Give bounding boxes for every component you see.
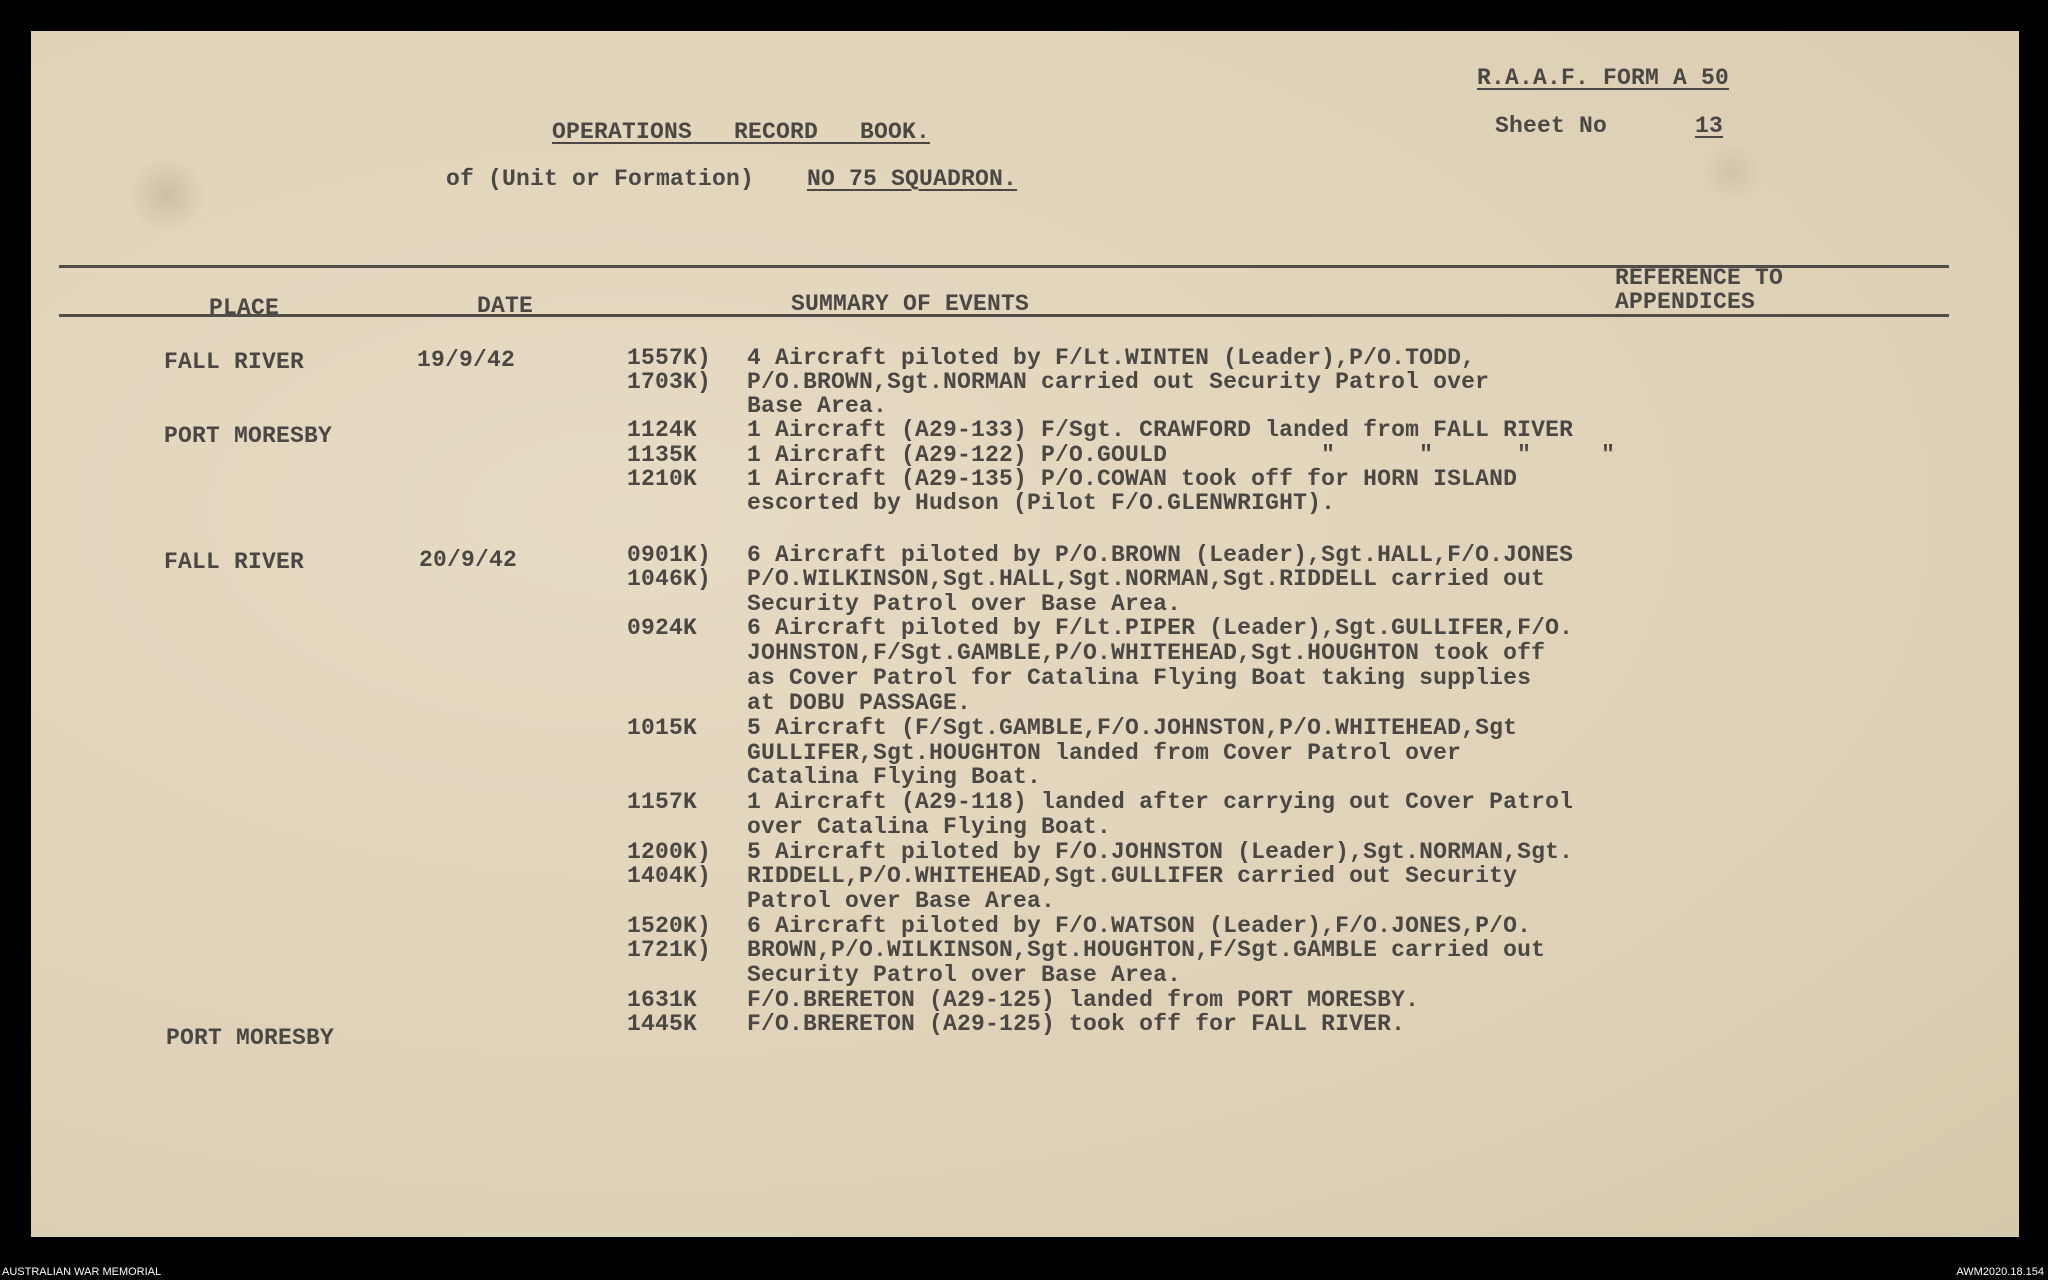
summary-line: RIDDELL,P/O.WHITEHEAD,Sgt.GULLIFER carried out Security (747, 863, 1518, 889)
summary-line: as Cover Patrol for Catalina Flying Boat taking supplies (747, 665, 1532, 691)
summary-line: 1 Aircraft (A29-122) P/O.GOULD " " " " (747, 442, 1616, 468)
summary-line: Patrol over Base Area. (747, 888, 1056, 914)
summary-line: escorted by Hudson (Pilot F/O.GLENWRIGHT). (747, 490, 1336, 516)
place-entry: PORT MORESBY (166, 1025, 335, 1051)
summary-line: Base Area. (747, 393, 888, 419)
summary-line: 6 Aircraft piloted by P/O.BROWN (Leader),Sgt.HALL,F/O.JONES (747, 542, 1574, 568)
summary-line: BROWN,P/O.WILKINSON,Sgt.HOUGHTON,F/Sgt.GAMBLE carried out (747, 937, 1546, 963)
paper-stain (127, 155, 207, 235)
time-entry: 1445K (627, 1011, 698, 1037)
archive-reference: AWM2020.18.154 (1956, 1266, 2044, 1278)
unit-name: NO 75 SQUADRON. (807, 166, 1018, 192)
summary-line: at DOBU PASSAGE. (747, 690, 972, 716)
time-entry: 0924K (627, 615, 698, 641)
time-entry: 1210K (627, 466, 698, 492)
record-sheet (31, 31, 2019, 1237)
summary-line: Catalina Flying Boat. (747, 764, 1042, 790)
unit-label: of (Unit or Formation) (446, 166, 755, 192)
time-entry: 1520K) (627, 913, 712, 939)
form-number: R.A.A.F. FORM A 50 (1477, 65, 1730, 91)
document-title: OPERATIONS RECORD BOOK. (552, 119, 931, 145)
time-entry: 1015K (627, 715, 698, 741)
time-entry: 1703K) (627, 369, 712, 395)
summary-line: 1 Aircraft (A29-118) landed after carrying out Cover Patrol (747, 789, 1574, 815)
summary-line: 6 Aircraft piloted by F/Lt.PIPER (Leader),Sgt.GULLIFER,F/O. (747, 615, 1574, 641)
summary-line: 1 Aircraft (A29-133) F/Sgt. CRAWFORD landed from FALL RIVER (747, 417, 1574, 443)
place-entry: PORT MORESBY (164, 423, 333, 449)
time-entry: 1721K) (627, 937, 712, 963)
sheet-label: Sheet No (1495, 113, 1608, 139)
column-reference: REFERENCE TO (1615, 265, 1784, 291)
paper-stain (1703, 141, 1763, 201)
date-entry: 19/9/42 (417, 347, 516, 373)
time-entry: 1124K (627, 417, 698, 443)
summary-line: Security Patrol over Base Area. (747, 962, 1182, 988)
summary-line: over Catalina Flying Boat. (747, 814, 1112, 840)
summary-line: F/O.BRERETON (A29-125) took off for FALL RIVER. (747, 1011, 1406, 1037)
summary-line: F/O.BRERETON (A29-125) landed from PORT MORESBY. (747, 987, 1420, 1013)
place-entry: FALL RIVER (164, 349, 305, 375)
time-entry: 1557K) (627, 345, 712, 371)
date-entry: 20/9/42 (419, 547, 518, 573)
column-appendices: APPENDICES (1615, 289, 1756, 315)
summary-line: P/O.WILKINSON,Sgt.HALL,Sgt.NORMAN,Sgt.RIDDELL carried out (747, 566, 1546, 592)
summary-line: 1 Aircraft (A29-135) P/O.COWAN took off for HORN ISLAND (747, 466, 1518, 492)
column-summary: SUMMARY OF EVENTS (791, 291, 1030, 317)
time-entry: 1631K (627, 987, 698, 1013)
summary-line: 4 Aircraft piloted by F/Lt.WINTEN (Leader),P/O.TODD, (747, 345, 1476, 371)
summary-line: P/O.BROWN,Sgt.NORMAN carried out Security Patrol over (747, 369, 1490, 395)
time-entry: 1046K) (627, 566, 712, 592)
summary-line: 5 Aircraft piloted by F/O.JOHNSTON (Leader),Sgt.NORMAN,Sgt. (747, 839, 1574, 865)
time-entry: 1157K (627, 789, 698, 815)
time-entry: 1135K (627, 442, 698, 468)
summary-line: 6 Aircraft piloted by F/O.WATSON (Leader),F/O.JONES,P/O. (747, 913, 1532, 939)
column-date: DATE (477, 293, 534, 319)
summary-line: Security Patrol over Base Area. (747, 591, 1182, 617)
time-entry: 1404K) (627, 863, 712, 889)
time-entry: 1200K) (627, 839, 712, 865)
place-entry: FALL RIVER (164, 549, 305, 575)
summary-line: JOHNSTON,F/Sgt.GAMBLE,P/O.WHITEHEAD,Sgt.HOUGHTON took off (747, 640, 1546, 666)
summary-line: GULLIFER,Sgt.HOUGHTON landed from Cover Patrol over (747, 740, 1462, 766)
time-entry: 0901K) (627, 542, 712, 568)
archive-credit: AUSTRALIAN WAR MEMORIAL (2, 1266, 162, 1278)
summary-line: 5 Aircraft (F/Sgt.GAMBLE,F/O.JOHNSTON,P/O.WHITEHEAD,Sgt (747, 715, 1518, 741)
column-place: PLACE (209, 295, 280, 321)
sheet-number: 13 (1694, 113, 1723, 139)
